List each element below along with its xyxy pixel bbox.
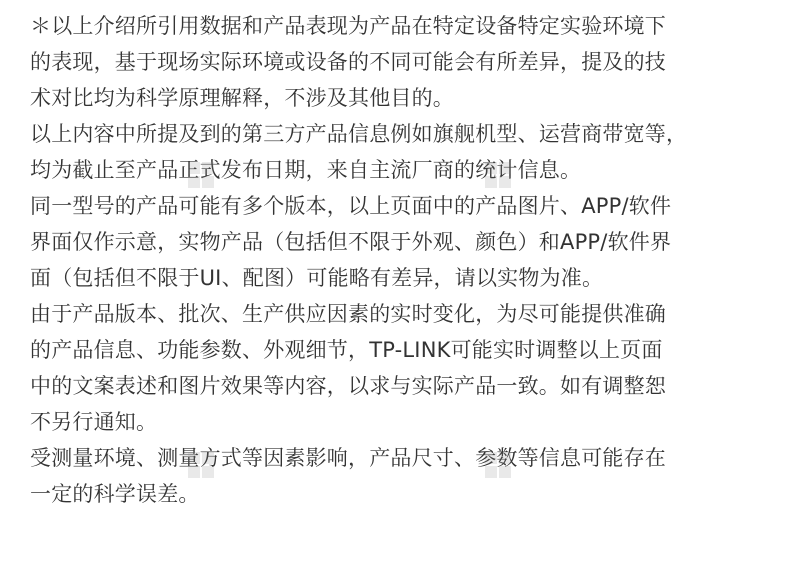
text-line: 受测量环境、测量方式等因素影响，产品尺寸、参数等信息可能存在 (30, 446, 666, 470)
text-line: 不另行通知。 (30, 410, 158, 434)
disclaimer-paragraph-3 (30, 188, 776, 296)
text-line: 同一型号的产品可能有多个版本，以上页面中的产品图片、APP/软件 (30, 194, 672, 218)
text-line: 术对比均为科学原理解释，不涉及其他目的。 (30, 86, 454, 110)
text-line: 界面仅作示意，实物产品（包括但不限于外观、颜色）和APP/软件界 (30, 230, 672, 254)
disclaimer-paragraph-2 (30, 116, 776, 188)
text-line: 的表现，基于现场实际环境或设备的不同可能会有所差异，提及的技 (30, 50, 666, 74)
disclaimer-paragraph-5 (30, 440, 776, 512)
text-line: 面（包括但不限于UI、配图）可能略有差异，请以实物为准。 (30, 266, 604, 290)
text-line: 由于产品版本、批次、生产供应因素的实时变化，为尽可能提供准确 (30, 302, 666, 326)
text-line: 以上内容中所提及到的第三方产品信息例如旗舰机型、运营商带宽等， (30, 122, 688, 146)
text-line: ＊以上介绍所引用数据和产品表现为产品在特定设备特定实验环境下 (30, 14, 666, 38)
text-line: 均为截止至产品正式发布日期，来自主流厂商的统计信息。 (30, 158, 582, 182)
disclaimer-paragraph-4 (30, 296, 776, 440)
text-line: 的产品信息、功能参数、外观细节，TP-LINK可能实时调整以上页面 (30, 338, 663, 362)
text-line: 中的文案表述和图片效果等内容，以求与实际产品一致。如有调整恕 (30, 374, 666, 398)
disclaimer-paragraph-1 (30, 8, 776, 116)
text-line: 一定的科学误差。 (30, 482, 200, 506)
